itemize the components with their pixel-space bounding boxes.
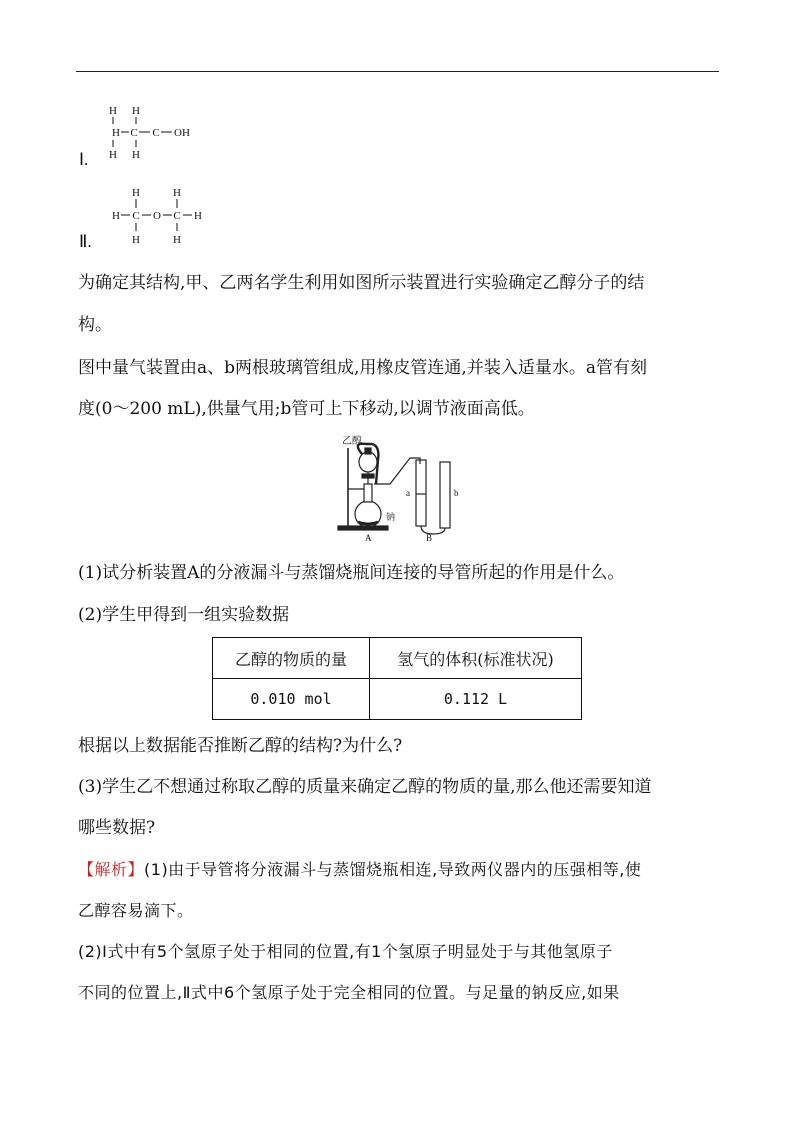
solution-p1-text: (1)由于导管将分液漏斗与蒸馏烧瓶相连,导致两仪器内的压强相等,使 — [144, 860, 642, 879]
flask-neck — [364, 484, 372, 502]
table-header: 乙醇的物质的量 — [213, 638, 370, 679]
atom-c: C — [130, 127, 138, 139]
header-rule — [76, 71, 719, 72]
tube-b-label: b — [454, 488, 459, 498]
atom-h: H — [132, 187, 140, 199]
intro-line-1: 为确定其结构,甲、乙两名学生利用如图所示装置进行实验确定乙醇分子的结 — [78, 273, 645, 293]
question-3-line-1: (3)学生乙不想通过称取乙醇的质量来确定乙醇的物质的量,那么他还需要知道 — [78, 777, 652, 797]
sodium-label: 钠 — [386, 513, 396, 523]
funnel-stopper — [365, 448, 371, 454]
atom-c: C — [152, 127, 160, 139]
structure-1-label: Ⅰ. — [79, 150, 89, 169]
structural-formula-2 — [76, 184, 236, 244]
solution-line-4: 不同的位置上,Ⅱ式中6个氢原子处于完全相同的位置。与足量的钠反应,如果 — [78, 983, 620, 1002]
atom-h: H — [132, 149, 140, 160]
apparatus-a-label: A — [365, 533, 372, 543]
solution-tag: 【解析】 — [78, 860, 145, 879]
solution-line-2: 乙醇容易滴下。 — [78, 901, 194, 920]
table-cell: 0.112 L — [370, 679, 582, 720]
question-1: (1)试分析装置A的分液漏斗与蒸馏烧瓶间连接的导管所起的作用是什么。 — [78, 563, 625, 583]
tube-b — [440, 462, 450, 528]
solution-line-3: (2)Ⅰ式中有5个氢原子处于相同的位置,有1个氢原子明显处于与其他氢原子 — [78, 942, 613, 961]
table-header: 氢气的体积(标准状况) — [370, 638, 582, 679]
atom-h: H — [173, 187, 181, 199]
structural-formula-1 — [76, 100, 236, 160]
data-table — [212, 637, 582, 720]
atom-h: H — [132, 234, 140, 244]
separatory-funnel — [359, 452, 377, 472]
delivery-tube — [374, 458, 420, 484]
intro-line-2: 构。 — [78, 315, 112, 335]
rubber-connector — [421, 526, 445, 534]
table-header-row — [213, 638, 582, 679]
table-row — [213, 679, 582, 720]
atom-h: H — [109, 105, 117, 117]
atom-h: H — [194, 210, 202, 222]
structure-2-label: Ⅱ. — [79, 232, 92, 251]
intro-line-3: 图中量气装置由a、b两根玻璃管组成,用橡皮管连通,并装入适量水。a管有刻 — [78, 358, 647, 378]
atom-h: H — [173, 234, 181, 244]
tube-a-label: a — [406, 488, 410, 498]
tube-a — [416, 460, 426, 526]
atom-c: C — [132, 210, 140, 222]
question-2: (2)学生甲得到一组实验数据 — [78, 605, 290, 625]
atom-h: H — [112, 127, 120, 139]
solution-line-1 — [78, 860, 641, 880]
table-cell: 0.010 mol — [213, 679, 370, 720]
atom-h: H — [109, 149, 117, 160]
sodium-pieces — [358, 522, 378, 524]
atom-o: O — [153, 210, 161, 222]
atom-h: H — [112, 210, 120, 222]
apparatus-figure — [330, 434, 470, 544]
apparatus-b-label: B — [426, 533, 433, 543]
question-3-line-2: 哪些数据? — [78, 818, 156, 838]
ethanol-label: 乙醇 — [342, 436, 362, 447]
question-2-followup: 根据以上数据能否推断乙醇的结构?为什么? — [78, 736, 403, 756]
atom-h: H — [132, 105, 140, 117]
intro-line-4: 度(0～200 mL),供量气用;b管可上下移动,以调节液面高低。 — [78, 399, 535, 419]
atom-oh: OH — [174, 127, 190, 139]
atom-c: C — [173, 210, 181, 222]
stopcock — [362, 474, 374, 478]
